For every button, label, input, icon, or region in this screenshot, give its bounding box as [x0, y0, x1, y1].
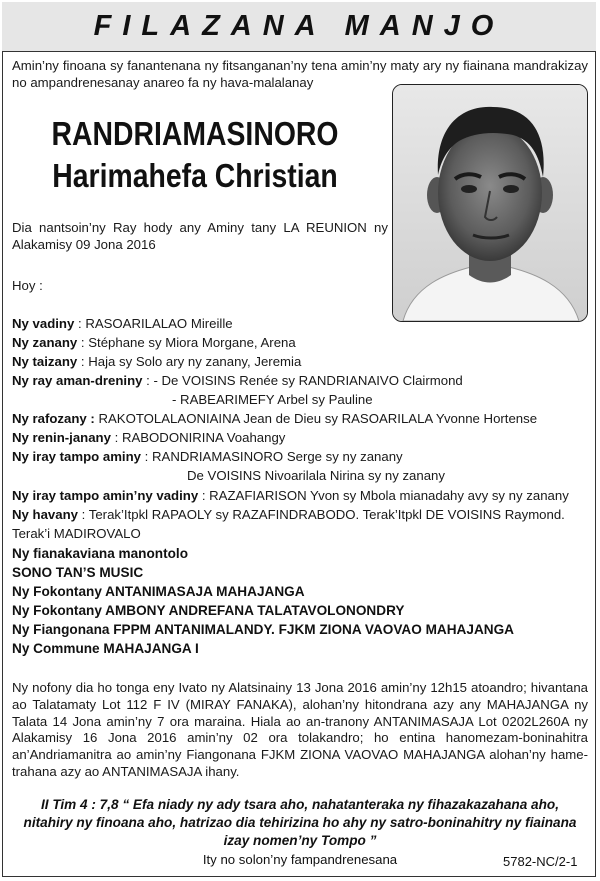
family-value: RAKOTOLALAONIAINA Jean de Dieu sy RASOARILALA Yvonne Hortense: [98, 411, 538, 426]
hoy-label: Hoy :: [12, 278, 43, 293]
bold-line-commune: Ny Commune MAHAJANGA I: [12, 641, 199, 656]
family-value: RABODONIRINA Voahangy: [121, 430, 286, 445]
intro-paragraph: Amin’ny finoana sy fanantenana ny fitsanganan’ny tena amin’ny maty ary ny fiainana mandrakizay no ampandrenesanay anareo fa ny hava-malalanay: [12, 58, 588, 90]
family-value: RASOARILALAO Mireille: [85, 316, 233, 331]
family-label: Ny zanany: [12, 335, 78, 350]
deceased-surname: RANDRIAMASINORO: [51, 115, 339, 152]
family-label: Ny vadiny: [12, 316, 75, 331]
family-label: Ny rafozany :: [12, 411, 95, 426]
family-value: Stéphane sy Miora Morgane, Arena: [88, 335, 296, 350]
family-row-renin-janany: [12, 429, 588, 446]
family-label: Ny iray tampo aminy: [12, 449, 141, 464]
family-sep: :: [77, 354, 89, 369]
family-row-iray-tampo-vadiny: [12, 487, 588, 504]
family-row-ray-aman-dreniny-2: [172, 391, 588, 408]
verse-line-1: II Tim 4 : 7,8 “ Efa niady ny ady tsara aho, nahatanteraka ny fihazakazahana aho,: [40, 797, 559, 812]
family-row-zanany: [12, 334, 588, 351]
family-value: - De VOISINS Renée sy RANDRIANAIVO Clairmond: [153, 373, 463, 388]
family-sep: :: [141, 449, 152, 464]
deceased-given-names: Harimahefa Christian: [52, 157, 338, 194]
family-label: Ny taizany: [12, 354, 78, 369]
bold-line-sono: SONO TAN’S MUSIC: [12, 565, 144, 580]
family-row-iray-tampo-aminy: [12, 448, 588, 465]
bold-line-fokontany-1: Ny Fokontany ANTANIMASAJA MAHAJANGA: [12, 584, 305, 599]
death-announcement: Dia nantsoin’ny Ray hody any Aminy tany LA REUNION ny Alakamisy 09 Jona 2016: [12, 220, 388, 252]
burial-paragraph: Ny nofony dia ho tonga eny Ivato ny Alatsinainy 13 Jona 2016 amin’ny 12h15 atoandro; hivantana ao Talatamaty Lot 112 F IV (MIRAY FANAKA), alohan’ny hitondrana azy any MAHAJANGA ny Talata 14 Jona amin’ny 7 ora maraina. Hiala ao an-tranony ANTANIMASAJA Lot 0202L260A ny Alakamisy 16 Jona 2016 amin’ny 02 ora tolakandro; ho entina hanomezam-boninahitra an’Andriamanitra ao amin’ny Fiangonana FJKM ZIONA VAOVAO MAHAJANGA alohan’ny hame-trahana azy ao ANTANIMASAJA ihany.: [12, 680, 588, 779]
family-sep: :: [77, 507, 89, 522]
portrait-photo: [392, 84, 588, 322]
family-value: Terak’i MADIROVALO: [12, 526, 141, 541]
family-label: Ny havany: [12, 507, 78, 522]
verse-line-3: izay nomen’ny Tompo ”: [223, 833, 377, 848]
family-row-taizany: [12, 353, 588, 370]
bold-line-fianakaviana: Ny fianakaviana manontolo: [12, 546, 189, 561]
family-row-ray-aman-dreniny: [12, 372, 588, 389]
family-sep: :: [142, 373, 154, 388]
family-row-rafozany: [12, 410, 588, 427]
reference-code: 5782-NC/2-1: [503, 854, 578, 869]
family-value: RANDRIAMASINORO Serge sy ny zanany: [152, 449, 403, 464]
verse-line-2: nitahiry ny finoana aho, hatrizao dia tehirizina ho ahy ny satro-boninahitry ny fiainana: [23, 815, 577, 830]
header-banner: [2, 2, 596, 52]
family-label: Ny ray aman-dreniny: [12, 373, 143, 388]
family-value: RAZAFIARISON Yvon sy Mbola mianadahy avy sy ny zanany: [209, 488, 569, 503]
family-sep: :: [77, 335, 89, 350]
notice-title: FILAZANA MANJO: [93, 10, 505, 42]
family-row-havany: [12, 506, 588, 523]
family-value: De VOISINS Nivoarilala Nirina sy ny zanany: [187, 468, 445, 483]
family-sep: :: [110, 430, 122, 445]
family-sep: :: [74, 316, 86, 331]
bold-line-fokontany-2: Ny Fokontany AMBONY ANDREFANA TALATAVOLONONDRY: [12, 603, 405, 618]
family-value: - RABEARIMEFY Arbel sy Pauline: [172, 392, 373, 407]
family-value: Terak’Itpkl RAPAOLY sy RAZAFINDRABODO. Terak’Itpkl DE VOISINS Raymond.: [88, 507, 565, 522]
portrait-photo-icon: [393, 85, 587, 321]
family-label: Ny iray tampo amin’ny vadiny: [12, 488, 199, 503]
family-label: Ny renin-janany: [12, 430, 111, 445]
family-value: Haja sy Solo ary ny zanany, Jeremia: [88, 354, 302, 369]
family-sep: :: [198, 488, 210, 503]
family-row-havany-2: [12, 525, 588, 542]
family-row-vadiny: [12, 315, 588, 332]
bold-line-fiangonana: Ny Fiangonana FPPM ANTANIMALANDY. FJKM ZIONA VAOVAO MAHAJANGA: [12, 622, 514, 637]
closing-line: Ity no solon’ny fampandrenesana: [202, 852, 398, 867]
family-row-iray-tampo-aminy-2: [187, 467, 588, 484]
